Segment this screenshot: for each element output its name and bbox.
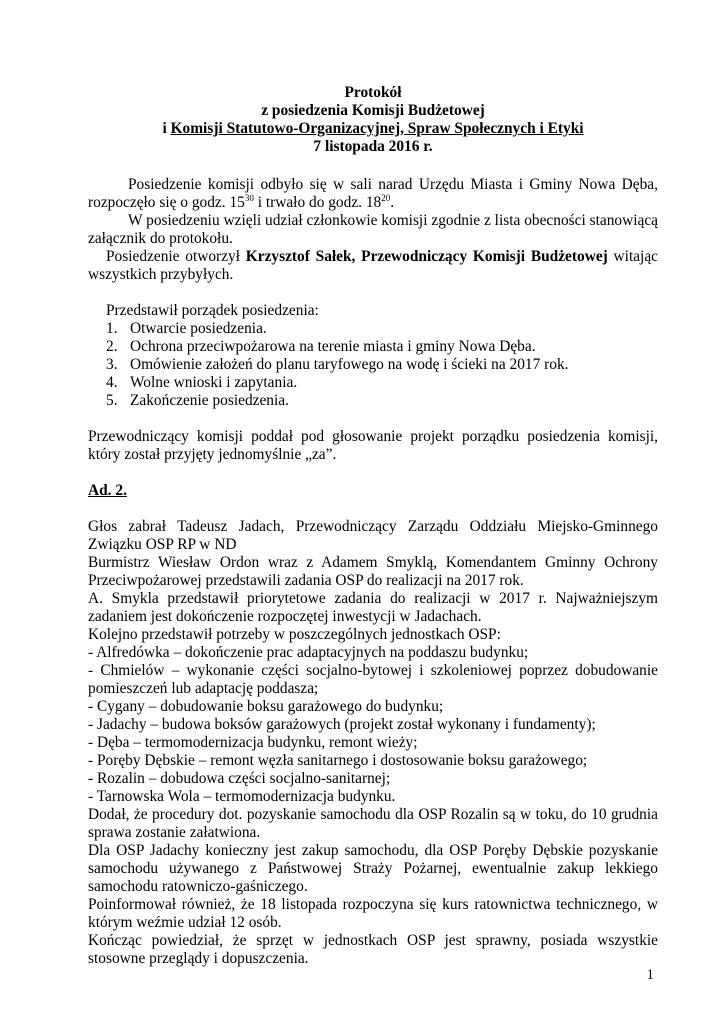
agenda-item <box>106 392 658 410</box>
agenda-item <box>106 320 658 338</box>
agenda-item <box>106 338 658 356</box>
title-line-1: Protokół <box>344 84 402 101</box>
title-date: 7 listopada 2016 r. <box>313 138 433 155</box>
title-line-3-prefix: i <box>162 120 171 137</box>
agenda-item-text: Otwarcie posiedzenia. <box>130 320 267 337</box>
list-item: - Cygany – dobudowanie boksu garażowego do budynku; <box>88 698 444 715</box>
ad2-paragraph-8: Kończąc powiedział, że sprzęt w jednostkach OSP jest sprawny, posiada wszystkie stosowne przeglądy i dopuszczenia. <box>88 932 658 967</box>
intro-p3-text-a: Posiedzenie otworzył <box>106 248 246 265</box>
intro-paragraph-3 <box>88 248 658 284</box>
start-time-minutes: 30 <box>244 193 254 203</box>
ad2-paragraph-2: Burmistrz Wiesław Ordon wraz z Adamem Smyklą, Komendantem Gminny Ochrony Przeciwpożarowej przedstawili zadania OSP do realizacji na 2017 rok. <box>88 554 658 589</box>
list-item: - Tarnowska Wola – termomodernizacja budynku. <box>88 788 396 805</box>
agenda-item-number: 4. <box>106 374 118 391</box>
agenda-item-text: Ochrona przeciwpożarowa na terenie miasta i gminy Nowa Dęba. <box>130 338 536 355</box>
page-number: 1 <box>646 967 654 983</box>
agenda-item-text: Omówienie założeń do planu taryfowego na wodę i ścieki na 2017 rok. <box>130 356 569 373</box>
ad2-paragraph-3: A. Smykla przedstawił priorytetowe zadania do realizacji w 2017 r. Najważniejszym zadaniem jest dokończenie rozpoczętej inwestycji w Jadachach. <box>88 590 658 625</box>
list-item: - Jadachy – budowa boksów garażowych (projekt został wykonany i fundamenty); <box>88 716 596 733</box>
end-time-minutes: 20 <box>381 193 391 203</box>
agenda-list <box>88 320 658 410</box>
ad2-paragraph-6: Dla OSP Jadachy konieczny jest zakup samochodu, dla OSP Poręby Dębskie pozyskanie samochodu używanego z Państwowej Straży Pożarnej, ewentualnie zakup lekkiego samochodu ratowniczo-gaśniczego. <box>88 842 658 895</box>
agenda-item-number: 1. <box>106 320 118 337</box>
section-ad2-body <box>88 518 658 968</box>
vote-paragraph: Przewodniczący komisji poddał pod głosowanie projekt porządku posiedzenia komisji, który został przyjęty jednomyślnie „za”. <box>88 428 658 463</box>
ad2-paragraph-4: Kolejno przedstawił potrzeby w poszczególnych jednostkach OSP: <box>88 626 501 643</box>
title-line-3-committee: Komisji Statutowo-Organizacyjnej, Spraw Społecznych i Etyki <box>170 120 584 137</box>
list-item: - Alfredówka – dokończenie prac adaptacyjnych na poddaszu budynku; <box>88 644 529 661</box>
agenda-item <box>106 356 658 374</box>
ad2-paragraph-5: Dodał, że procedury dot. pozyskanie samochodu dla OSP Rozalin są w toku, do 10 grudnia sprawa zostanie załatwiona. <box>88 806 658 841</box>
agenda-intro: Przedstawił porządek posiedzenia: <box>106 302 319 319</box>
intro-p1-text-c: . <box>390 194 395 211</box>
chairman-name: Krzysztof Sałek, Przewodniczący Komisji Budżetowej <box>245 248 608 265</box>
agenda-item-text: Wolne wnioski i zapytania. <box>130 374 298 391</box>
agenda-item-number: 3. <box>106 356 118 373</box>
list-item: - Poręby Dębskie – remont węzła sanitarnego i dostosowanie boksu garażowego; <box>88 752 588 769</box>
intro-p3-text-b: witając wszystkich przybyłych. <box>88 248 658 283</box>
ad2-paragraph-1: Głos zabrał Tadeusz Jadach, Przewodniczący Zarządu Oddziału Miejsko-Gminnego Związku OSP RP w ND <box>88 518 658 553</box>
list-item: - Rozalin – dobudowa części socjalno-sanitarnej; <box>88 770 391 787</box>
list-item: - Chmielów – wykonanie części socjalno-bytowej i szkoleniowej poprzez dobudowanie pomieszczeń lub adaptację poddasza; <box>88 662 658 697</box>
ad2-paragraph-7: Poinformował również, że 18 listopada rozpoczyna się kurs ratownictwa technicznego, w którym weźmie udział 12 osób. <box>88 896 658 931</box>
document-page <box>88 84 658 968</box>
title-line-3 <box>88 120 658 138</box>
intro-p1-text-b: i trwało do godz. 18 <box>253 194 382 211</box>
title-line-2: z posiedzenia Komisji Budżetowej <box>261 102 485 119</box>
intro-paragraph-2: W posiedzeniu wzięli udział członkowie komisji zgodnie z lista obecności stanowiącą załącznik do protokołu. <box>88 212 658 247</box>
osp-needs-list <box>88 644 658 806</box>
agenda-item <box>106 374 658 392</box>
agenda-item-number: 5. <box>106 392 118 409</box>
agenda-item-number: 2. <box>106 338 118 355</box>
agenda-item-text: Zakończenie posiedzenia. <box>130 392 289 409</box>
intro-p1-text-a: Posiedzenie komisji odbyło się w sali narad Urzędu Miasta i Gminy Nowa Dęba, rozpoczęło się o godz. 15 <box>88 176 658 211</box>
intro-paragraph-1 <box>88 176 658 212</box>
list-item: - Dęba – termomodernizacja budynku, remont wieży; <box>88 734 418 751</box>
document-title <box>88 84 658 156</box>
section-heading-ad2: Ad. 2. <box>88 482 127 499</box>
